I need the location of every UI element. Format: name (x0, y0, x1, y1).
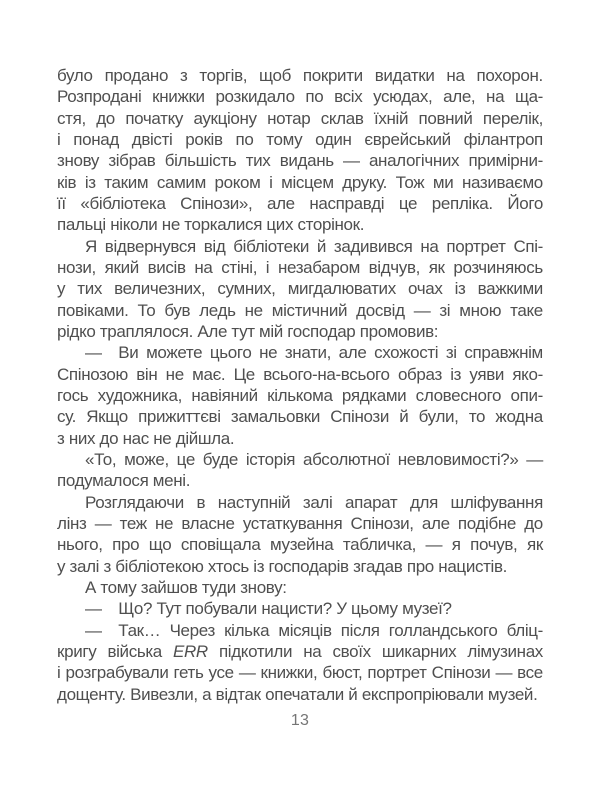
text-line: і розграбували геть усе — книжки, бюст, портрет Спінози — все (57, 663, 543, 683)
err-abbreviation: ERR (173, 641, 208, 661)
text-line: Я відвернувся від бібліотеки й задивився на портрет Спі- (85, 236, 543, 256)
page-text (57, 65, 543, 705)
text-line: нози, який висів на стіні, і незабаром відчув, як розчиняюсь (57, 257, 543, 277)
text-line: з них до нас не дійшла. (57, 428, 235, 448)
text-line: нього, про що сповіщала музейна табличка, — я почув, як (57, 535, 543, 555)
text-line: «То, може, це буде історія абсолютної невловимості?» — (85, 449, 543, 469)
text-line: лінз — теж не власне устаткування Спінози, але подібне до (57, 513, 543, 533)
text-line: А тому зайшов туди знову: (85, 577, 287, 597)
text-line: у тих величезних, сумних, мигдалюватих очах із важкими (57, 279, 543, 299)
text-line: пальці ніколи не торкалися цих сторінок. (57, 215, 365, 235)
text-line: — Ви можете цього не знати, але схожості зі справжнім (85, 343, 543, 363)
text-line: рідко траплялося. Але тут мій господар промовив: (57, 321, 439, 341)
text-line: гось художника, навіяний кількома рядками словесного опи- (57, 385, 543, 405)
text-line: — Так… Через кілька місяців після голландського бліц- (85, 620, 543, 640)
text-line: її «бібліотека Спінози», але насправді це репліка. Його (57, 193, 543, 213)
text-line: ків із таким самим роком і місцем друку. Тож ми називаємо (57, 172, 543, 192)
text-line: і понад двісті років по тому один єврейський філантроп (57, 129, 543, 149)
text-line: Спінозою він не має. Це всього-на-всього образ із уяви яко- (57, 364, 543, 384)
text-line: стя, до початку аукціону нотар склав їхній повний перелік, (57, 108, 543, 128)
page-number: 13 (290, 712, 310, 729)
text-line: — Що? Тут побували нацисти? У цьому музеї? (85, 599, 452, 619)
text-line: було продано з торгів, щоб покрити видатки на похорон. (57, 66, 543, 85)
text-line: дощенту. Вивезли, а відтак опечатали й експропріювали музей. (57, 684, 538, 704)
text-line: повіками. То був ледь не містичний досвід — зі мною таке (57, 300, 543, 320)
text-line: у залі з бібліотекою хтось із господарів згадав про нацистів. (57, 556, 508, 576)
text-line: Розпродані книжки розкидало по всіх усюдах, але, на ща- (57, 87, 543, 107)
text-line: знову зібрав більшість тих видань — аналогічних примірни- (57, 151, 543, 171)
text-line: Розглядаючи в наступній залі апарат для шліфування (85, 492, 543, 512)
text-line: кригу війська ERR підкотили на своїх шикарних лімузинах (57, 641, 543, 661)
text-line: подумалося мені. (57, 471, 191, 491)
text-line: су. Якщо прижиттєві замальовки Спінози й були, то жодна (57, 407, 543, 427)
